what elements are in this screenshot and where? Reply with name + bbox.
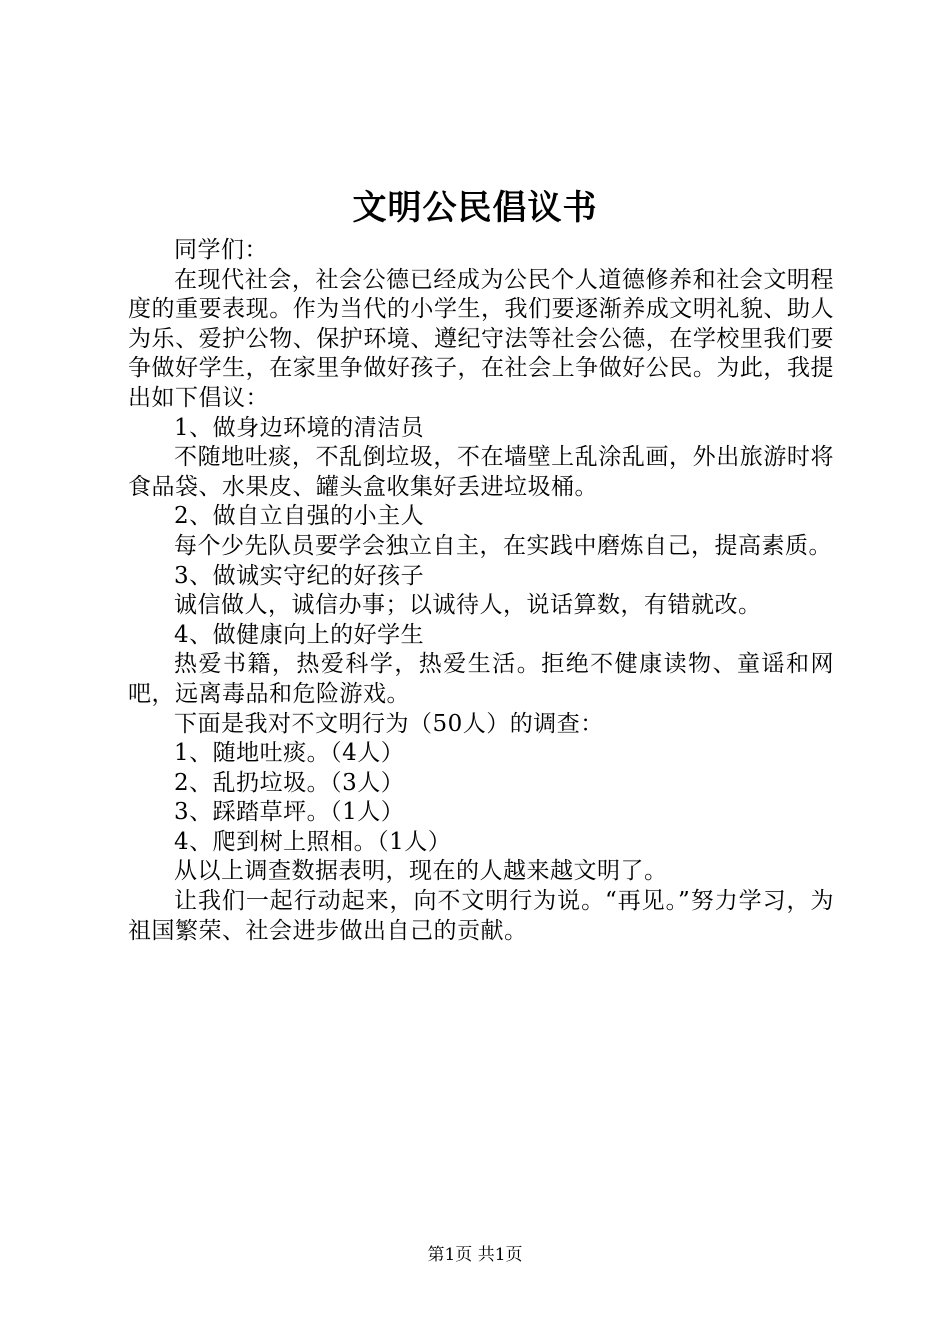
proposal-text-3: 诚信做人，诚信办事；以诚待人，说话算数，有错就改。 xyxy=(174,592,762,619)
survey-item-2: 2、乱扔垃圾。（3人） xyxy=(174,769,405,796)
survey-item-3: 3、踩踏草坪。（1人） xyxy=(174,799,405,826)
proposal-text-2: 每个少先队员要学会独立自主，在实践中磨炼自己，提高素质。 xyxy=(174,532,832,559)
page-number-footer: 第1页 共1页 xyxy=(427,1245,523,1265)
survey-item-4: 4、爬到树上照相。（1人） xyxy=(174,828,452,855)
proposal-heading-4: 4、做健康向上的好学生 xyxy=(174,621,425,648)
document-body xyxy=(128,236,834,946)
survey-conclusion: 从以上调查数据表明，现在的人越来越文明了。 xyxy=(174,858,668,885)
intro-paragraph: 在现代社会，社会公德已经成为公民个人道德修养和社会文明程度的重要表现。作为当代的小学生，我们要逐渐养成文明礼貌、助人为乐、爱护公物、保护环境、遵纪守法等社会公德，在学校里我们要争做好学生，在家里争做好孩子，在社会上争做好公民。为此，我提出如下倡议： xyxy=(128,266,834,411)
document-title: 文明公民倡议书 xyxy=(352,188,598,228)
proposal-heading-2: 2、做自立自强的小主人 xyxy=(174,503,425,530)
proposal-heading-3: 3、做诚实守纪的好孩子 xyxy=(174,562,425,589)
survey-item-1: 1、随地吐痰。（4人） xyxy=(174,740,405,767)
survey-intro: 下面是我对不文明行为（50人）的调查： xyxy=(174,710,604,737)
proposal-heading-1: 1、做身边环境的清洁员 xyxy=(174,414,425,441)
closing-paragraph: 让我们一起行动起来，向不文明行为说。“再见。”努力学习，为祖国繁荣、社会进步做出自己的贡献。 xyxy=(128,888,834,944)
proposal-text-1: 不随地吐痰，不乱倒垃圾，不在墙壁上乱涂乱画，外出旅游时将食品袋、水果皮、罐头盒收集好丢进垃圾桶。 xyxy=(128,444,834,500)
salutation: 同学们： xyxy=(174,237,268,263)
proposal-text-4: 热爱书籍，热爱科学，热爱生活。拒绝不健康读物、童谣和网吧，远离毒品和危险游戏。 xyxy=(128,651,834,707)
